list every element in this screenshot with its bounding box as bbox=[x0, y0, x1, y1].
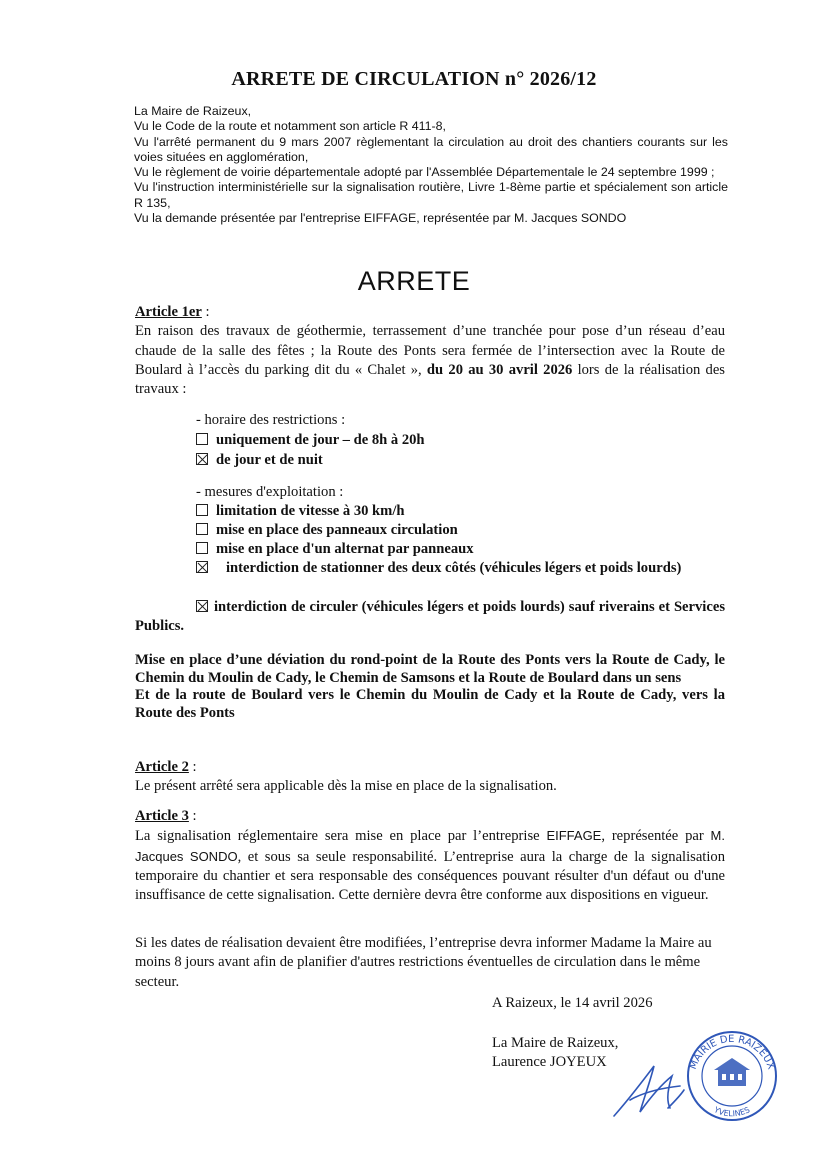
article1-text-after: lors de la réalisation des travaux : bbox=[135, 361, 725, 398]
checked-checkbox-icon bbox=[196, 561, 208, 573]
horaire-option-2 bbox=[196, 451, 726, 470]
checked-checkbox-icon bbox=[196, 453, 208, 465]
checkbox-icon bbox=[196, 542, 208, 554]
mairie-stamp bbox=[688, 1032, 777, 1120]
preamble bbox=[134, 104, 728, 226]
article2-colon: : bbox=[188, 759, 197, 775]
signatory-title: La Maire de Raizeux, bbox=[492, 1035, 619, 1051]
mesure-2-label: mise en place des panneaux circulation bbox=[216, 522, 458, 538]
article1-dates: du 20 au 30 avril 2026 bbox=[426, 361, 573, 378]
deviation-text-1: Mise en place d’une déviation du rond-point de la Route des Ponts vers la Route de Cady, le Chemin du Moulin de Cady, le Chemin de Samsons et la Route de Boulard dans un sens bbox=[135, 652, 725, 686]
preamble-line: Vu le règlement de voirie départementale adopté par l'Assemblée Départementale le 24 septembre 1999 ; bbox=[134, 165, 715, 180]
signature-stamp bbox=[610, 1030, 790, 1130]
mesures-label: - mesures d'exploitation : bbox=[196, 484, 344, 500]
mesure-3-label: mise en place d'un alternat par panneaux bbox=[216, 541, 474, 557]
signatory-name: Laurence JOYEUX bbox=[492, 1054, 607, 1070]
stamp-emblem-icon bbox=[714, 1058, 750, 1086]
article3-text-mid: , représentée par bbox=[601, 828, 711, 845]
horaire-option-2-label: de jour et de nuit bbox=[216, 452, 323, 468]
mesure-5-label: interdiction de circuler (véhicules légers et poids lourds) sauf riverains et Services Publics. bbox=[135, 599, 725, 635]
mesure-2 bbox=[196, 521, 726, 540]
mesure-1-label: limitation de vitesse à 30 km/h bbox=[216, 503, 405, 519]
mesure-4 bbox=[135, 559, 725, 578]
preamble-line: Vu la demande présentée par l'entreprise EIFFAGE, représentée par M. Jacques SONDO bbox=[134, 211, 627, 226]
article3-text-after: , et sous sa seule responsabilité. L’entreprise aura la charge de la signalisation temporaire du chantier et sera responsable des conséquences pouvant résulter d'un défaut ou d'une insuffisance de cette signalisation. Cette dernière devra être conforme aux dispositions en vigueur. bbox=[135, 848, 726, 904]
document-title: ARRETE DE CIRCULATION n° 2026/12 bbox=[231, 68, 597, 90]
checkbox-icon bbox=[196, 523, 208, 535]
article2 bbox=[135, 758, 725, 797]
article2-text: Le présent arrêté sera applicable dès la mise en place de la signalisation. bbox=[135, 778, 557, 795]
representative-name: M. Jacques SONDO bbox=[135, 828, 725, 864]
article3 bbox=[135, 807, 725, 905]
checkbox-icon bbox=[196, 433, 208, 445]
mesure-3 bbox=[196, 540, 726, 559]
mesure-4-label: interdiction de stationner des deux côtés (véhicules légers et poids lourds) bbox=[226, 560, 682, 576]
article1 bbox=[135, 303, 725, 399]
article3-text-before: La signalisation réglementaire sera mise en place par l’entreprise bbox=[135, 828, 547, 845]
horaire-option-1 bbox=[196, 431, 726, 450]
article3-colon: : bbox=[188, 808, 197, 824]
arrete-heading: ARRETE bbox=[357, 266, 471, 296]
stamp-text-bottom: YVELINES bbox=[712, 1105, 752, 1119]
checked-checkbox-icon bbox=[196, 600, 208, 612]
deviation-block bbox=[135, 652, 725, 722]
article3-paragraph-2: Si les dates de réalisation devaient être modifiées, l’entreprise devra informer Madame la Maire au moins 8 jours avant afin de planifier d'autres restrictions éventuelles de circulation dans le même secteur. bbox=[135, 935, 712, 990]
article1-text bbox=[135, 322, 725, 399]
article3-heading: Article 3 bbox=[135, 808, 189, 824]
article1-colon: : bbox=[201, 304, 210, 320]
preamble-line: Vu le Code de la route et notamment son article R 411-8, bbox=[134, 119, 447, 134]
preamble-line: Vu l'arrêté permanent du 9 mars 2007 règlementant la circulation au droit des chantiers courants sur les voies situées en agglomération, bbox=[134, 134, 728, 164]
horaire-label: - horaire des restrictions : bbox=[196, 412, 346, 428]
place-date: A Raizeux, le 14 avril 2026 bbox=[492, 995, 653, 1011]
preamble-line: Vu l'instruction interministérielle sur la signalisation routière, Livre 1-8ème partie et spécialement son article R 135, bbox=[134, 180, 728, 210]
article1-heading: Article 1er bbox=[135, 304, 202, 320]
mesure-1 bbox=[196, 502, 726, 521]
mesure-5 bbox=[135, 598, 725, 637]
article1-text-before: En raison des travaux de géothermie, terrassement d’une tranchée pour pose d’un réseau d’eau chaude de la salle des fêtes ; la Route des Ponts sera fermée de l’intersection avec la Route de Boulard à l’accès du parking dit du « Chalet », bbox=[135, 323, 725, 378]
checkbox-icon bbox=[196, 504, 208, 516]
article2-heading: Article 2 bbox=[135, 759, 189, 775]
company-name: EIFFAGE bbox=[546, 828, 602, 844]
horaire-option-1-label: uniquement de jour – de 8h à 20h bbox=[216, 432, 425, 448]
stamp-text-top: MAIRIE DE RAIZEUX bbox=[687, 1033, 777, 1071]
preamble-line: La Maire de Raizeux, bbox=[134, 104, 252, 118]
article3-text bbox=[135, 826, 725, 905]
deviation-text-2: Et de la route de Boulard vers le Chemin du Moulin de Cady et la Route de Cady, vers la Route des Ponts bbox=[135, 687, 725, 721]
handwritten-signature bbox=[614, 1066, 684, 1116]
